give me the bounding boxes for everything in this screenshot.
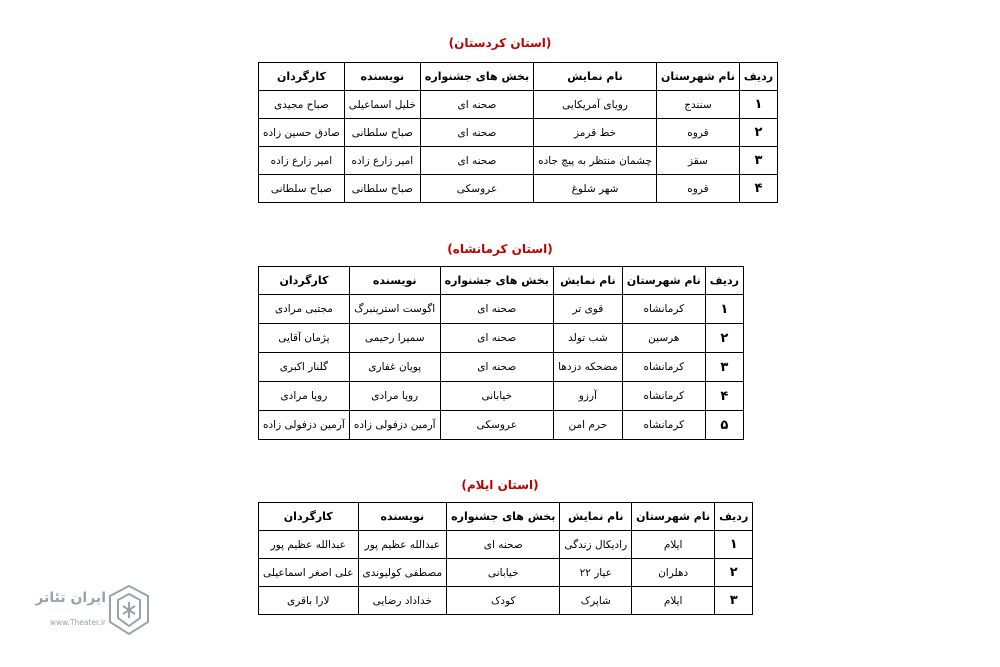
section-title-ilam: (استان ایلام): [461, 478, 539, 492]
cell-writer: پویان غفاری: [349, 353, 440, 382]
table-header-row: [259, 63, 778, 91]
cell-city: کرمانشاه: [622, 353, 705, 382]
cell-writer: صباح سلطانی: [344, 119, 420, 147]
cell-writer: امیر زارع زاده: [344, 147, 420, 175]
table-row: [259, 119, 778, 147]
table-ilam: [258, 502, 753, 615]
cell-writer: آرمین دزفولی زاده: [349, 411, 440, 440]
cell-play: شب تولد: [553, 324, 622, 353]
cell-row-number: ۲: [739, 119, 777, 147]
cell-festival-section: عروسکی: [440, 411, 553, 440]
cell-city: ایلام: [632, 587, 715, 615]
cell-director: لارا باقری: [259, 587, 359, 615]
cell-city: کرمانشاه: [622, 382, 705, 411]
header-row-number: ردیف: [705, 267, 743, 295]
cell-director: گلنار اکبری: [259, 353, 350, 382]
cell-city: کرمانشاه: [622, 295, 705, 324]
cell-row-number: ۳: [715, 587, 753, 615]
cell-play: خط قرمز: [534, 119, 657, 147]
header-director: کارگردان: [259, 503, 359, 531]
header-festival-section: بخش های جشنواره: [420, 63, 533, 91]
cell-city: قروه: [656, 175, 739, 203]
cell-city: هرسین: [622, 324, 705, 353]
header-director: کارگردان: [259, 63, 345, 91]
cell-row-number: ۱: [705, 295, 743, 324]
header-writer: نویسنده: [349, 267, 440, 295]
table-row: [259, 559, 753, 587]
cell-city: دهلران: [632, 559, 715, 587]
header-play: نام نمایش: [560, 503, 632, 531]
cell-play: چشمان منتظر به پیچ جاده: [534, 147, 657, 175]
cell-festival-section: خیابانی: [440, 382, 553, 411]
cell-row-number: ۳: [739, 147, 777, 175]
cell-festival-section: صحنه ای: [440, 295, 553, 324]
cell-row-number: ۱: [739, 91, 777, 119]
cell-director: صباح مجیدی: [259, 91, 345, 119]
cell-play: مضحکه دزدها: [553, 353, 622, 382]
header-festival-section: بخش های جشنواره: [440, 267, 553, 295]
cell-writer: خلیل اسماعیلی: [344, 91, 420, 119]
header-city: نام شهرستان: [622, 267, 705, 295]
table-row: [259, 353, 744, 382]
cell-director: صباح سلطانی: [259, 175, 345, 203]
logo-url: www.Theater.ir: [49, 618, 106, 627]
table-row: [259, 175, 778, 203]
cell-director: رویا مرادی: [259, 382, 350, 411]
cell-city: کرمانشاه: [622, 411, 705, 440]
cell-play: شهر شلوغ: [534, 175, 657, 203]
cell-festival-section: عروسکی: [420, 175, 533, 203]
table-header-row: [259, 503, 753, 531]
table-row: [259, 147, 778, 175]
cell-festival-section: صحنه ای: [420, 119, 533, 147]
header-city: نام شهرستان: [632, 503, 715, 531]
cell-city: ایلام: [632, 531, 715, 559]
header-city: نام شهرستان: [656, 63, 739, 91]
cell-writer: رویا مرادی: [349, 382, 440, 411]
cell-writer: اگوست استرینبرگ: [349, 295, 440, 324]
cell-director: پژمان آقایی: [259, 324, 350, 353]
table-kermanshah: [258, 266, 744, 440]
cell-festival-section: صحنه ای: [440, 353, 553, 382]
cell-writer: عبدالله عظیم پور: [358, 531, 447, 559]
table-kurdistan: [258, 62, 778, 203]
cell-row-number: ۵: [705, 411, 743, 440]
cell-festival-section: صحنه ای: [420, 147, 533, 175]
table-row: [259, 382, 744, 411]
cell-director: علی اصغر اسماعیلی: [259, 559, 359, 587]
cell-writer: خداداد رضایی: [358, 587, 447, 615]
table-row: [259, 531, 753, 559]
cell-row-number: ۳: [705, 353, 743, 382]
cell-festival-section: خیابانی: [447, 559, 560, 587]
cell-play: رادیکال زندگی: [560, 531, 632, 559]
cell-row-number: ۱: [715, 531, 753, 559]
header-play: نام نمایش: [553, 267, 622, 295]
header-row-number: ردیف: [715, 503, 753, 531]
cell-city: سقز: [656, 147, 739, 175]
cell-festival-section: کودک: [447, 587, 560, 615]
table-row: [259, 587, 753, 615]
cell-writer: مصطفی کولیوندی: [358, 559, 447, 587]
cell-festival-section: صحنه ای: [440, 324, 553, 353]
header-director: کارگردان: [259, 267, 350, 295]
cell-row-number: ۲: [715, 559, 753, 587]
table-row: [259, 324, 744, 353]
cell-play: رویای آمریکایی: [534, 91, 657, 119]
cell-play: قوی تر: [553, 295, 622, 324]
cell-director: امیر زارع زاده: [259, 147, 345, 175]
section-title-kurdistan: (استان کردستان): [448, 36, 552, 50]
table-row: [259, 91, 778, 119]
table-header-row: [259, 267, 744, 295]
cell-director: مجتبی مرادی: [259, 295, 350, 324]
cell-city: قروه: [656, 119, 739, 147]
header-writer: نویسنده: [344, 63, 420, 91]
cell-director: آرمین دزفولی زاده: [259, 411, 350, 440]
cell-festival-section: صحنه ای: [447, 531, 560, 559]
cell-writer: صباح سلطانی: [344, 175, 420, 203]
cell-writer: سمیرا رحیمی: [349, 324, 440, 353]
table-row: [259, 411, 744, 440]
theater-logo-icon: [106, 584, 152, 636]
cell-row-number: ۲: [705, 324, 743, 353]
header-play: نام نمایش: [534, 63, 657, 91]
cell-director: صادق حسین زاده: [259, 119, 345, 147]
theater-logo: [18, 580, 153, 642]
cell-row-number: ۴: [739, 175, 777, 203]
cell-play: شاپرک: [560, 587, 632, 615]
header-writer: نویسنده: [358, 503, 447, 531]
cell-row-number: ۴: [705, 382, 743, 411]
cell-play: حرم امن: [553, 411, 622, 440]
header-festival-section: بخش های جشنواره: [447, 503, 560, 531]
header-row-number: ردیف: [739, 63, 777, 91]
logo-name: ایران تئاتر: [35, 590, 106, 606]
cell-festival-section: صحنه ای: [420, 91, 533, 119]
section-title-kermanshah: (استان کرمانشاه): [447, 242, 553, 256]
cell-play: عیار ۲۲: [560, 559, 632, 587]
table-row: [259, 295, 744, 324]
cell-city: سنندج: [656, 91, 739, 119]
cell-play: آرزو: [553, 382, 622, 411]
cell-director: عبدالله عظیم پور: [259, 531, 359, 559]
